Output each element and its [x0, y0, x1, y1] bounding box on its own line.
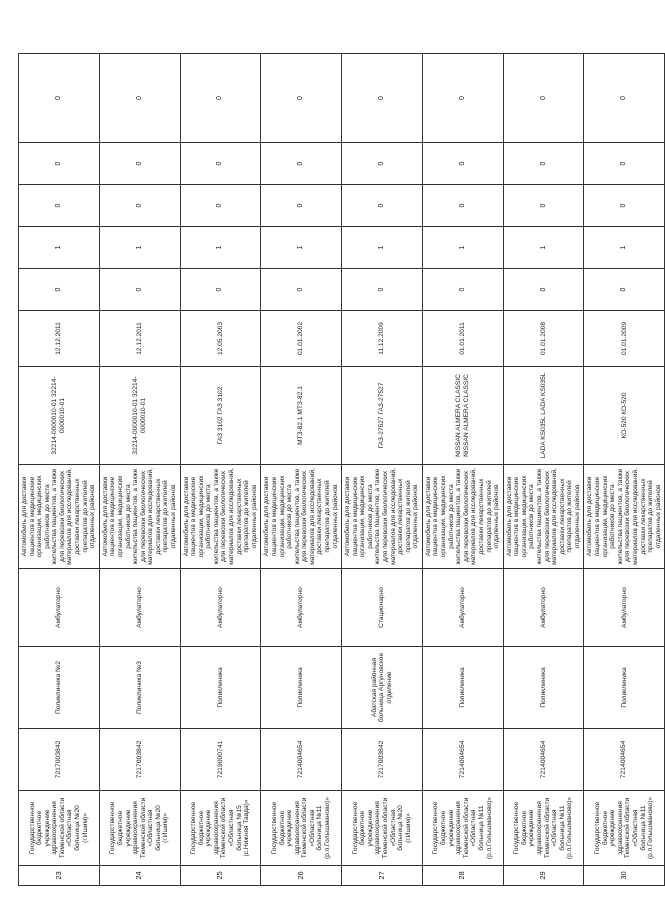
subdivision-name-cell: Абатская районная больница Аргуновское отделение [342, 647, 423, 729]
indicator-5-cell: 0 [342, 54, 423, 143]
inn-code-cell: 7217003842 [19, 729, 100, 791]
indicator-2-cell: 1 [261, 227, 342, 269]
registration-date-cell: 01.01.2002 [261, 311, 342, 367]
vehicle-purpose-cell: Автомобиль для доставки пациентов в медицинские организации, медицинских работников до места жительства пациентов, а также для перевозки биологических материалов для исследований, доставки лекарственных препаратов до жителей отдаленных районов [180, 465, 261, 569]
indicator-1-cell: 0 [342, 269, 423, 311]
care-mode-cell: Амбулаторно [99, 569, 180, 647]
table-row [584, 54, 665, 886]
vehicle-purpose-cell: Автомобиль для доставки пациентов в медицинские организации, медицинских работников до места жительства пациентов, а также для перевозки биологических материалов для исследований, доставки лекарственных препаратов до жителей отдаленных районов [342, 465, 423, 569]
indicator-1-cell: 0 [422, 269, 503, 311]
record-number-cell: 24 [99, 866, 180, 886]
indicator-2-cell: 1 [584, 227, 665, 269]
indicator-5-cell: 0 [422, 54, 503, 143]
indicator-4-cell: 0 [99, 143, 180, 185]
care-mode-cell: Амбулаторно [180, 569, 261, 647]
inn-code-cell: 7214004654 [422, 729, 503, 791]
indicator-1-cell: 0 [261, 269, 342, 311]
organization-name-cell: Государственное бюджетное учреждение здравоохранения Тюменской области «Областная больница №11 (р.п.Голышманово)» [584, 791, 665, 866]
care-mode-cell: Амбулаторно [584, 569, 665, 647]
subdivision-name-cell: Поликлиника [584, 647, 665, 729]
care-mode-cell: Амбулаторно [19, 569, 100, 647]
indicator-1-cell: 0 [19, 269, 100, 311]
vehicle-brand-model-cell: 32214-0000010-01 32214-0000010-01 [19, 367, 100, 465]
organization-name-cell: Государственное бюджетное учреждение здравоохранения Тюменской области «Областная больница №20 (г.Ишим)» [19, 791, 100, 866]
subdivision-name-cell: Поликлиника №2 [19, 647, 100, 729]
indicator-3-cell: 0 [19, 185, 100, 227]
subdivision-name-cell: Поликлиника [180, 647, 261, 729]
subdivision-name-cell: Поликлиника [261, 647, 342, 729]
care-mode-cell: Амбулаторно [261, 569, 342, 647]
organization-name-cell: Государственное бюджетное учреждение здравоохранения Тюменской области «Областная больница №20 (г.Ишим)» [99, 791, 180, 866]
indicator-5-cell: 0 [99, 54, 180, 143]
vehicle-brand-model-cell: ГАЗ-27527 ГАЗ-27527 [342, 367, 423, 465]
indicator-5-cell: 0 [584, 54, 665, 143]
vehicle-brand-model-cell: 32214-0000010-01 32214-0000010-01 [99, 367, 180, 465]
vehicle-purpose-cell: Автомобиль для доставки пациентов в медицинские организации, медицинских работников до места жительства пациентов, а также для перевозки биологических материалов для исследований, доставки лекарственных препаратов до жителей отдаленных районов [422, 465, 503, 569]
indicator-5-cell: 0 [503, 54, 584, 143]
indicator-1-cell: 0 [180, 269, 261, 311]
indicator-1-cell: 0 [99, 269, 180, 311]
rotated-table-wrapper [18, 54, 662, 886]
indicator-2-cell: 1 [99, 227, 180, 269]
table-row [180, 54, 261, 886]
indicator-2-cell: 1 [342, 227, 423, 269]
table-row [19, 54, 100, 886]
indicator-3-cell: 0 [99, 185, 180, 227]
subdivision-name-cell: Поликлиника [422, 647, 503, 729]
organization-name-cell: Государственное бюджетное учреждение здравоохранения Тюменской области «Областная больница №20 (г.Ишим)» [342, 791, 423, 866]
table-row [422, 54, 503, 886]
vehicle-purpose-cell: Автомобиль для доставки пациентов в медицинские организации, медицинских работников до места жительства пациентов, а также для перевозки биологических материалов для исследований, доставки лекарственных препаратов до жителей отдаленных районов [99, 465, 180, 569]
vehicles-table [18, 53, 665, 886]
record-number-cell: 26 [261, 866, 342, 886]
indicator-3-cell: 0 [180, 185, 261, 227]
indicator-1-cell: 0 [584, 269, 665, 311]
indicator-2-cell: 1 [180, 227, 261, 269]
organization-name-cell: Государственное бюджетное учреждение здравоохранения Тюменской области «Областная больница №11 (р.п.Голышманово)» [503, 791, 584, 866]
organization-name-cell: Государственное бюджетное учреждение здравоохранения Тюменской области «Областная больница №11 (р.п.Голышманово)» [422, 791, 503, 866]
indicator-5-cell: 0 [180, 54, 261, 143]
indicator-1-cell: 0 [503, 269, 584, 311]
table-row [99, 54, 180, 886]
registration-date-cell: 11.12.2009 [342, 311, 423, 367]
vehicle-brand-model-cell: КО-520 КО-520 [584, 367, 665, 465]
indicator-3-cell: 0 [261, 185, 342, 227]
indicator-5-cell: 0 [19, 54, 100, 143]
record-number-cell: 29 [503, 866, 584, 886]
registration-date-cell: 01.01.2011 [422, 311, 503, 367]
care-mode-cell: Стационарно [342, 569, 423, 647]
indicator-2-cell: 1 [422, 227, 503, 269]
record-number-cell: 27 [342, 866, 423, 886]
inn-code-cell: 7214004654 [261, 729, 342, 791]
indicator-5-cell: 0 [261, 54, 342, 143]
record-number-cell: 30 [584, 866, 665, 886]
indicator-4-cell: 0 [422, 143, 503, 185]
care-mode-cell: Амбулаторно [503, 569, 584, 647]
table-row [261, 54, 342, 886]
subdivision-name-cell: Поликлиника [503, 647, 584, 729]
vehicle-purpose-cell: Автомобиль для доставки пациентов в медицинские организации, медицинских работников до места жительства пациентов, а также для перевозки биологических материалов для исследований, доставки лекарственных препаратов до жителей отдаленных районов [19, 465, 100, 569]
indicator-4-cell: 0 [342, 143, 423, 185]
table-row [342, 54, 423, 886]
indicator-4-cell: 0 [503, 143, 584, 185]
registration-date-cell: 01.01.2008 [503, 311, 584, 367]
record-number-cell: 25 [180, 866, 261, 886]
record-number-cell: 23 [19, 866, 100, 886]
inn-code-cell: 7214004654 [584, 729, 665, 791]
vehicle-brand-model-cell: NISSAN ALMERA CLASSIC NISSAN ALMERA CLASSIC [422, 367, 503, 465]
indicator-4-cell: 0 [19, 143, 100, 185]
vehicle-brand-model-cell: МТЗ-82.1 МТЗ-82.1 [261, 367, 342, 465]
indicator-4-cell: 0 [261, 143, 342, 185]
registration-date-cell: 01.01.2009 [584, 311, 665, 367]
vehicle-brand-model-cell: ГАЗ 3102 ГАЗ 3102 [180, 367, 261, 465]
vehicle-purpose-cell: Автомобиль для доставки пациентов в медицинские организации, медицинских работников до места жительства пациентов, а также для перевозки биологических материалов для исследований, доставки лекарственных препаратов до жителей отдаленных районов [503, 465, 584, 569]
subdivision-name-cell: Поликлиника №3 [99, 647, 180, 729]
vehicle-purpose-cell: Автомобиль для доставки пациентов в медицинские организации, медицинских работников до места жительства пациентов, а также для перевозки биологических материалов для исследований, доставки лекарственных препаратов до жителей отдаленных районов [584, 465, 665, 569]
inn-code-cell: 7219000741 [180, 729, 261, 791]
indicator-4-cell: 0 [584, 143, 665, 185]
indicator-4-cell: 0 [180, 143, 261, 185]
inn-code-cell: 7217003842 [342, 729, 423, 791]
indicator-3-cell: 0 [503, 185, 584, 227]
indicator-2-cell: 1 [503, 227, 584, 269]
registration-date-cell: 12.12.2011 [99, 311, 180, 367]
registration-date-cell: 12.12.2011 [19, 311, 100, 367]
indicator-3-cell: 0 [584, 185, 665, 227]
record-number-cell: 28 [422, 866, 503, 886]
indicator-3-cell: 0 [342, 185, 423, 227]
organization-name-cell: Государственное бюджетное учреждение здравоохранения Тюменской области «Областная больница №11 (р.п.Голышманово)» [261, 791, 342, 866]
indicator-2-cell: 1 [19, 227, 100, 269]
table-body [19, 54, 665, 886]
indicator-3-cell: 0 [422, 185, 503, 227]
vehicle-brand-model-cell: LADA KS035L LADA KS035L [503, 367, 584, 465]
vehicle-purpose-cell: Автомобиль для доставки пациентов в медицинские организации, медицинских работников до места жительства пациентов, а также для перевозки биологических материалов для исследований, доставки лекарственных препаратов до жителей отдаленных районов [261, 465, 342, 569]
inn-code-cell: 7217003842 [99, 729, 180, 791]
inn-code-cell: 7214004654 [503, 729, 584, 791]
registration-date-cell: 12.05.2003 [180, 311, 261, 367]
organization-name-cell: Государственное бюджетное учреждение здравоохранения Тюменской области «Областная больница №15 (с.Нижняя Тавда)» [180, 791, 261, 866]
table-row [503, 54, 584, 886]
care-mode-cell: Амбулаторно [422, 569, 503, 647]
